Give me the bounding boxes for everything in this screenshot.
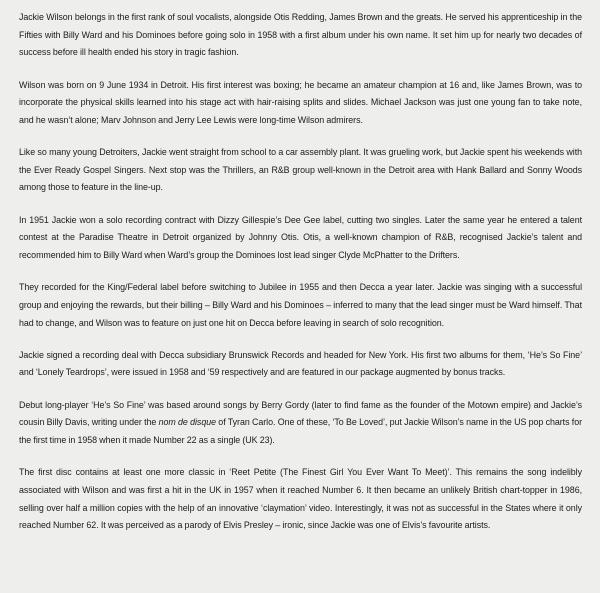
paragraph-reet-petite: The first disc contains at least one more classic in ‘Reet Petite (The Finest Girl You Ever Want To Meet)’. This remains the song indelibly associated with Wilson and was first a hit in the UK in 1957 when it reached Number 6. It then became an unlikely British chart-topper in 1986, selling over half a million copies with the help of an innovative ‘claymation’ video. Interestingly, it was not as successful in the States where it only reached Number 62. It was perceived as a parody of Elvis Presley – ironic, since Jackie was one of Elvis’s favourite artists. [19, 467, 582, 531]
paragraph-brunswick: Jackie signed a recording deal with Decca subsidiary Brunswick Records and headed for New York. His first two albums for them, ‘He’s So Fine’ and ‘Lonely Teardrops’, were issued in 1958 and ‘59 respectively and are featured in our package augmented by bonus tracks. [19, 349, 582, 378]
paragraph-early-life: Wilson was born on 9 June 1934 in Detroit. His first interest was boxing; he became an amateur champion at 16 and, like James Brown, was to incorporate the physical skills learned into his stage act with hair-raising splits and slides. Michael Jackson was just one young fan to take note, and he wasn’t alone; Marv Johnson and Jerry Lee Lewis were long-time Wilson admirers. [19, 79, 582, 125]
paragraph-gospel-years: Like so many young Detroiters, Jackie went straight from school to a car assembly plant. It was grueling work, but Jackie spent his weekends with the Ever Ready Gospel Singers. Next stop was the Thrillers, an R&B group well-known in the Detroit area with Hank Ballard and Sonny Woods among those to feature in the line-up. [19, 147, 582, 193]
paragraph-intro: Jackie Wilson belongs in the first rank of soul vocalists, alongside Otis Redding, James Brown and the greats. He served his apprenticeship in the Fifties with Billy Ward and his Dominoes before going solo in 1958 with a first album under his own name. It set him up for nearly two decades of success before ill health ended his story in tragic fashion. [19, 12, 582, 58]
paragraph-dominoes: They recorded for the King/Federal label before switching to Jubilee in 1955 and then Decca a year later. Jackie was singing with a successful group and enjoying the rewards, but their billing – Billy Ward and his Dominoes – inferred to many that the lead singer must be Ward himself. That had to change, and Wilson was to feature on just one hit on Decca before leaving in search of solo recognition. [19, 282, 582, 328]
debut-text-italic: nom de disque [158, 417, 216, 428]
paragraph-first-contract: In 1951 Jackie won a solo recording contract with Dizzy Gillespie’s Dee Gee label, cutting two singles. Later the same year he entered a talent contest at the Paradise Theatre in Detroit organized by Johnny Otis. Otis, a well-known champion of R&B, recognised Jackie’s talent and recommended him to Billy Ward when Ward’s group the Dominoes lost lead singer Clyde McPhatter to the Drifters. [19, 214, 582, 260]
debut-text-after: of Tyran Carlo. One of these, ‘To Be Loved’, put Jackie Wilson’s name in the US pop charts for the first time in 1958 when it made Number 22 as a single (UK 23). [19, 417, 583, 446]
debut-text-before: Debut long-player ‘He’s So Fine’ was based around songs by Berry Gordy (later to find fame as the founder of the Motown empire) and Jackie’s cousin Billy Davis, writing under the [19, 399, 582, 428]
paragraph-debut-album [19, 397, 582, 450]
